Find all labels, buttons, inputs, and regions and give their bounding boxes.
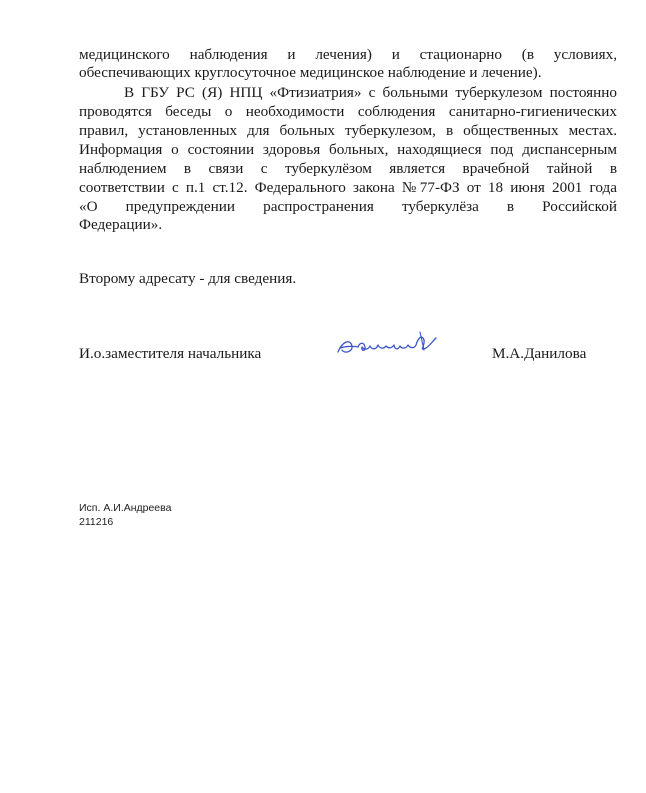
body-line-8: соответствии с п.1 ст.12. Федерального закона №77-ФЗ от 18 июня 2001 года (79, 179, 617, 196)
body-line-4: проводятся беседы о необходимости соблюдения санитарно-гигиенических (79, 103, 617, 120)
body-line-7: наблюдением в связи с туберкулёзом является врачебной тайной в (79, 160, 617, 177)
signatory-name: М.А.Данилова (492, 345, 587, 362)
handwritten-signature (332, 328, 452, 362)
body-line-10: Федерации». (79, 216, 163, 233)
body-line-2: обеспечивающих круглосуточное медицинское наблюдение и лечение). (79, 64, 542, 81)
body-line-5: правил, установленных для больных туберкулезом, в общественных местах. (79, 122, 617, 139)
executor-name: Исп. А.И.Андреева (79, 502, 172, 514)
body-line-3: В ГБУ РС (Я) НПЦ «Фтизиатрия» с больными туберкулезом постоянно (124, 84, 617, 101)
executor-phone: 211216 (79, 516, 114, 528)
body-line-6: Информация о состоянии здоровья больных, находящиеся под диспансерным (79, 141, 617, 158)
body-line-9: «О предупреждении распространения туберкулёза в Российской (79, 198, 617, 215)
distribution-note: Второму адресату - для сведения. (79, 270, 297, 287)
signatory-position: И.о.заместителя начальника (79, 345, 262, 362)
body-line-1: медицинского наблюдения и лечения) и стационарно (в условиях, (79, 46, 617, 63)
